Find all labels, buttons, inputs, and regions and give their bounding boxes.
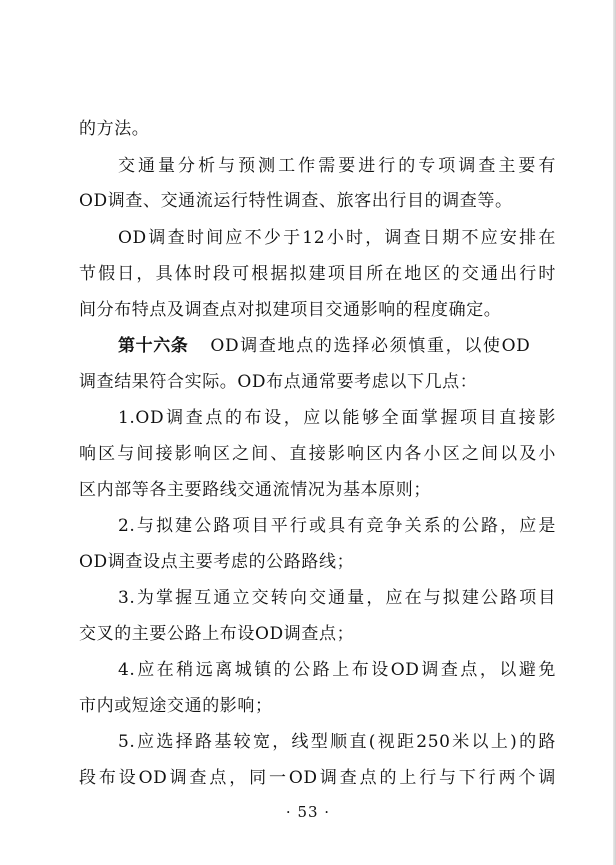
text-line: 1.OD调查点的布设，应以能够全面掌握项目直接影 <box>118 408 556 428</box>
text-line: 节假日，具体时段可根据拟建项目所在地区的交通出行时 <box>79 264 556 284</box>
text-line: 调查结果符合实际。OD布点通常要考虑以下几点： <box>79 372 478 392</box>
text-line: 4.应在稍远离城镇的公路上布设OD调查点，以避免 <box>118 660 556 680</box>
text-line: OD调查设点主要考虑的公路路线； <box>79 552 355 572</box>
article-line <box>118 336 556 356</box>
text-line: 的方法。 <box>79 119 150 139</box>
article-text: OD调查地点的选择必须慎重，以使OD <box>210 336 531 356</box>
text-line: 段布设OD调查点，同一OD调查点的上行与下行两个调 <box>79 768 556 788</box>
text-line: OD调查时间应不少于12小时，调查日期不应安排在 <box>118 228 556 248</box>
text-line: 响区与间接影响区之间、直接影响区内各小区之间以及小 <box>79 444 556 464</box>
text-line: 间分布特点及调查点对拟建项目交通影响的程度确定。 <box>79 300 502 320</box>
text-line: 5.应选择路基较宽，线型顺直(视距250米以上)的路 <box>118 732 556 752</box>
text-line: 市内或短途交通的影响； <box>79 696 273 716</box>
text-line: 交通量分析与预测工作需要进行的专项调查主要有 <box>118 156 556 176</box>
page-number: · 53 · <box>285 803 331 821</box>
text-line: 交叉的主要公路上布设OD调查点； <box>79 624 355 644</box>
text-line: 区内部等各主要路线交通流情况为基本原则； <box>79 480 431 500</box>
article-heading: 第十六条 <box>118 336 189 356</box>
text-line: 2.与拟建公路项目平行或具有竞争关系的公路，应是 <box>118 516 556 536</box>
text-line: 3.为掌握互通立交转向交通量，应在与拟建公路项目 <box>118 588 556 608</box>
text-line: OD调查、交通流运行特性调查、旅客出行目的调查等。 <box>79 191 513 211</box>
